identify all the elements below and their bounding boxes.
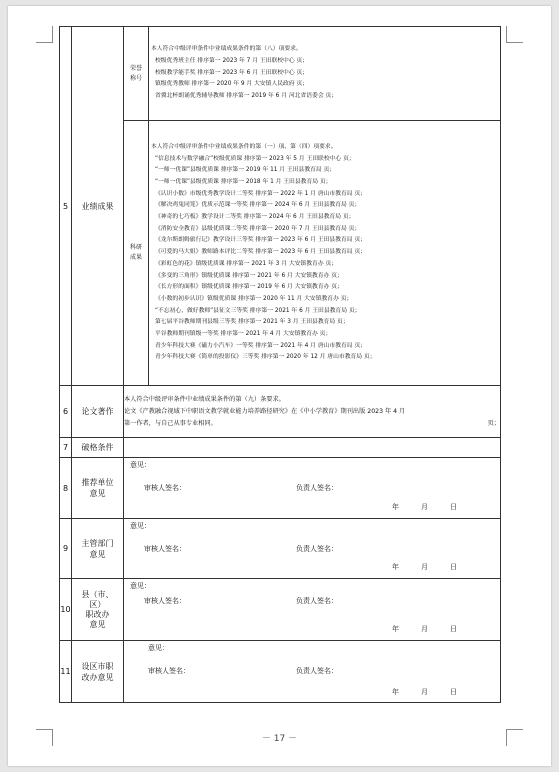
research-line: 青少年科技大赛《磁力小汽车》一等奖 排序第一 2021 年 4 月 唐山市教育局 页； bbox=[155, 342, 367, 349]
row-county-opinion bbox=[60, 579, 501, 641]
honor-line: 校级优秀班主任 排序第一 2023 年 7 月 王田联校中心 页； bbox=[155, 57, 309, 64]
opinion-area bbox=[124, 458, 501, 519]
research-line: 《长方形的面积》镇级优质课 排序第一 2019 年 6 月 大安镇教育办 页； bbox=[155, 284, 343, 291]
research-line: 《可爱的马大姐》教师路本评比二等奖 排序第一 2023 年 6 月 王田县教育局 页； bbox=[155, 249, 367, 256]
research-line: “一师一优课”县级优质课 排序第一 2018 年 1 月 王田县教育局 页； bbox=[155, 178, 332, 185]
row-papers bbox=[60, 386, 501, 438]
date-year-label: 年 bbox=[392, 625, 399, 633]
research-line: “信息技术与数学融合”校级优质课 排序第一 2023 年 5 月 王田联校中心 页； bbox=[155, 155, 355, 162]
date-month-label: 月 bbox=[421, 503, 428, 511]
row-department-opinion bbox=[60, 519, 501, 579]
reviewer-signature-label: 审核人签名： bbox=[144, 484, 186, 492]
date-year-label: 年 bbox=[392, 688, 399, 696]
leader-signature-label: 负责人签名： bbox=[296, 667, 338, 675]
research-content bbox=[149, 121, 501, 386]
date-year-label: 年 bbox=[392, 563, 399, 571]
opinion-label: 意见： bbox=[130, 522, 151, 530]
papers-line: 第一作者，与自己从事专业相同。 bbox=[124, 419, 217, 427]
research-line: 《彩虹色的花》镇级优质课 排序第一 2021 年 3 月 大安镇教育办 页； bbox=[155, 260, 338, 267]
date-month-label: 月 bbox=[421, 688, 428, 696]
leader-signature-label: 负责人签名： bbox=[296, 597, 338, 605]
date-month-label: 月 bbox=[421, 563, 428, 571]
research-line: 《小数的初步认识》镇级优质课 排序第一 2020 年 11 月 大安镇教育办 页； bbox=[155, 295, 353, 302]
row-category: 主管部门 意见 bbox=[72, 519, 124, 579]
exceptional-content bbox=[124, 438, 501, 458]
row-achievements-honor bbox=[60, 27, 501, 121]
date-month-label: 月 bbox=[421, 625, 428, 633]
papers-line: 论文《产教融合视域下中职语文教学就业能力培养路径研究》在《中小学教育》期刊出版 2023 年 4 月 bbox=[124, 407, 406, 415]
leader-signature-label: 负责人签名： bbox=[296, 545, 338, 553]
honor-content bbox=[149, 27, 501, 121]
research-line: 《多变的三角形》镇级优质课 排序第一 2021 年 6 月 大安镇教育办 页； bbox=[155, 272, 343, 279]
row-category: 业绩成果 bbox=[72, 27, 124, 386]
row-category: 破格条件 bbox=[72, 438, 124, 458]
research-line: “不忘初心，做好教师”县征文三等奖 排序第一 2021 年 6 月 王田县教育局 页； bbox=[155, 307, 361, 314]
honor-line: 镇级优秀教师 排序第一 2020 年 9 月 大安镇人民政府 页； bbox=[155, 81, 309, 88]
research-line: 本人符合中级评审条件中业绩成果条件的第（一）项、第（四）项要求。 bbox=[151, 143, 337, 150]
leader-signature-label: 负责人签名： bbox=[296, 484, 338, 492]
reviewer-signature-label: 审核人签名： bbox=[144, 545, 186, 553]
date-day-label: 日 bbox=[450, 688, 457, 696]
research-line: 《解决鸡兔同笼》优质示范课一等奖 排序第一 2024 年 6 月 王田县教育局 页； bbox=[155, 202, 361, 209]
papers-page-ref: 页； bbox=[487, 419, 500, 427]
date-year-label: 年 bbox=[392, 503, 399, 511]
research-sub-label: 科研 成果 bbox=[124, 121, 149, 386]
reviewer-signature-label: 审核人签名： bbox=[148, 667, 190, 675]
research-line: 《神奇的七巧板》教学设计二等奖 排序第一 2024 年 6 月 王田县教育局 页； bbox=[155, 214, 355, 221]
honor-sub-label: 荣誉 称号 bbox=[124, 27, 149, 121]
row-category: 论文著作 bbox=[72, 386, 124, 438]
honor-line: 本人符合中级评审条件中业绩成果条件的第（八）项要求。 bbox=[151, 46, 302, 53]
honor-line: 校级教学能手奖 排序第一 2023 年 6 月 王田联校中心 页； bbox=[155, 69, 309, 76]
row-exceptional bbox=[60, 438, 501, 458]
research-line: 青少年科技大赛《简单的投影仪》三等奖 排序第一 2020 年 12 月 唐山市教育局 页； bbox=[155, 354, 376, 361]
crop-mark-top-right bbox=[506, 26, 523, 43]
opinion-label: 意见： bbox=[148, 644, 169, 652]
page-number: － 17 － bbox=[261, 734, 298, 744]
research-line: 第七届平谷教师期刊县级三等奖 排序第一 2021 年 3 月 王田县教育局 页； bbox=[155, 319, 349, 326]
evaluation-table bbox=[59, 26, 501, 703]
row-number: 9 bbox=[60, 519, 72, 579]
row-number: 6 bbox=[60, 386, 72, 438]
row-category: 推荐单位 意见 bbox=[72, 458, 124, 519]
crop-mark-top-left bbox=[36, 26, 53, 43]
opinion-area bbox=[124, 579, 501, 641]
row-category: 县（市、 区） 职改办 意见 bbox=[72, 579, 124, 641]
research-line: 《龙尔斯朗姆旅行记》教学设计三等奖 排序第一 2023 年 6 月 王田县教育局 页； bbox=[155, 237, 367, 244]
research-line: 平谷教师期刊镇级一等奖 排序第一 2021 年 4 月 大安镇教育办 页； bbox=[155, 331, 332, 338]
row-number: 11 bbox=[60, 641, 72, 703]
row-category: 设区市职 改办意见 bbox=[72, 641, 124, 703]
opinion-label: 意见： bbox=[130, 461, 151, 469]
date-day-label: 日 bbox=[450, 563, 457, 571]
reviewer-signature-label: 审核人签名： bbox=[144, 597, 186, 605]
row-number: 8 bbox=[60, 458, 72, 519]
papers-line: 本人符合中级评审条件中业绩成果条件的第（九）条要求。 bbox=[124, 395, 285, 403]
opinion-label: 意见： bbox=[130, 582, 151, 590]
date-day-label: 日 bbox=[450, 503, 457, 511]
honor-line: 省冀北杯朗诵优秀辅导教师 排序第一 2019 年 6 月 河北省语委会 页； bbox=[155, 93, 338, 100]
date-day-label: 日 bbox=[450, 625, 457, 633]
opinion-area bbox=[124, 519, 501, 579]
research-line: 《认识小数》市级优秀教学设计二等奖 排序第一 2022 年 1 月 唐山市教育局 页； bbox=[155, 190, 367, 197]
research-line: 《消防安全教育》县级优质课二等奖 排序第一 2020 年 7 月 王田县教育局 页； bbox=[155, 225, 361, 232]
research-line: “一师一优课”县级优质课 排序第一 2019 年 11 月 王田县教育局 页； bbox=[155, 167, 336, 174]
row-city-opinion bbox=[60, 641, 501, 703]
papers-content bbox=[124, 386, 501, 438]
row-number: 5 bbox=[60, 27, 72, 386]
opinion-area bbox=[124, 641, 501, 703]
row-number: 7 bbox=[60, 438, 72, 458]
row-number: 10 bbox=[60, 579, 72, 641]
row-recommender-opinion bbox=[60, 458, 501, 519]
row-achievements-research bbox=[60, 121, 501, 386]
